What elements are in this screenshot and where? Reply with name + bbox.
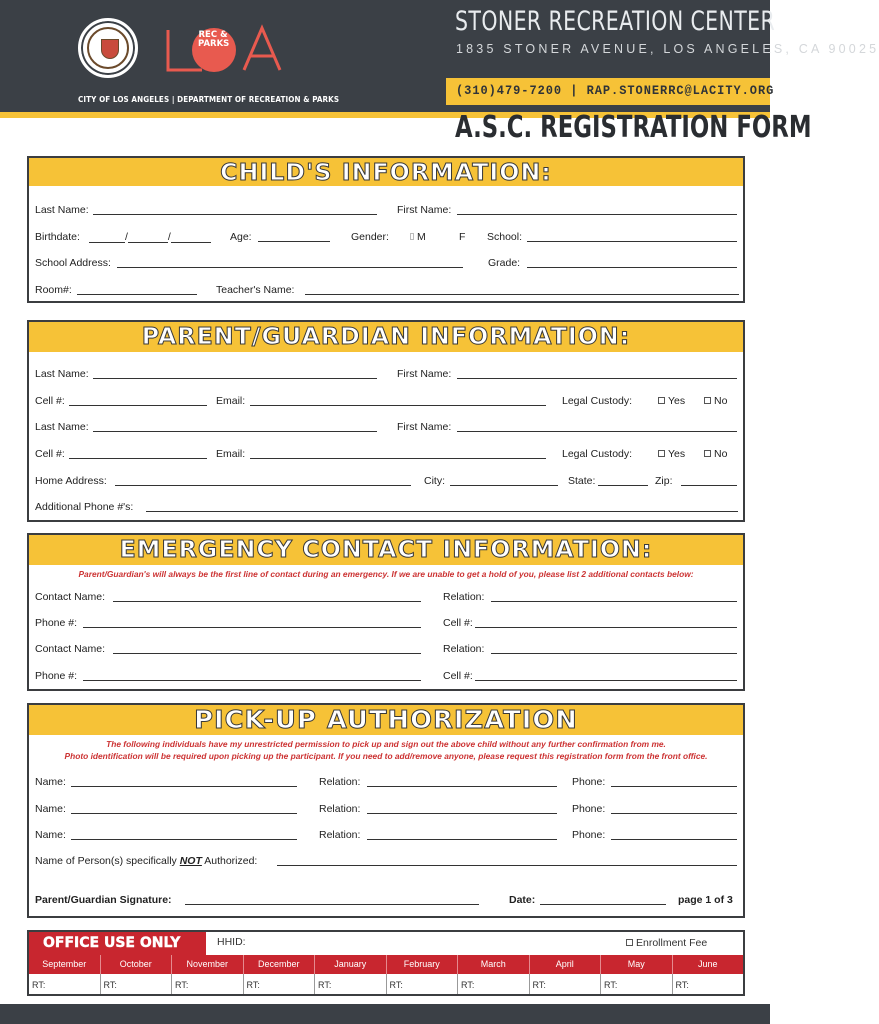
not-authorized-label (35, 855, 257, 867)
home-address-row (35, 475, 737, 489)
contact2-cell-label: Cell #: (443, 670, 473, 682)
rt-december[interactable]: RT: (244, 974, 316, 994)
pickup-note-1: The following individuals have my unrestricted permission to pick up and sign out the above child without any further confirmation from me. (106, 739, 666, 749)
additional-phone-row (35, 501, 737, 515)
contact1-phone-field[interactable] (83, 617, 421, 628)
child-age-label: Age: (230, 231, 252, 243)
emergency-section (27, 533, 745, 691)
pickup-section (27, 703, 745, 918)
gender-m-checkbox[interactable] (410, 233, 414, 240)
office-use-section (27, 930, 745, 996)
child-school-address-row (35, 257, 737, 271)
rt-row (29, 974, 743, 994)
footer-bar (0, 1004, 770, 1024)
pickup2-name-field[interactable] (71, 803, 297, 814)
pickup1-phone-label: Phone: (572, 776, 606, 788)
rt-november[interactable]: RT: (172, 974, 244, 994)
pickup-title: PICK-UP AUTHORIZATION (194, 705, 578, 734)
month-november: November (172, 955, 244, 974)
contact1-relation-label: Relation: (443, 591, 485, 603)
child-age-field[interactable] (258, 231, 330, 242)
parent-info-title: PARENT/GUARDIAN INFORMATION: (141, 324, 631, 350)
month-march: March (458, 955, 530, 974)
parent2-custody-yes-checkbox[interactable] (658, 450, 665, 457)
parent1-first-name-label: First Name: (397, 368, 452, 380)
enrollment-fee-checkbox[interactable] (626, 939, 633, 946)
pickup3-name-field[interactable] (71, 829, 297, 840)
pickup3-relation-field[interactable] (367, 829, 557, 840)
pickup2-phone-label: Phone: (572, 803, 606, 815)
contact2-phone-label: Phone #: (35, 670, 78, 682)
child-room-label: Room#: (35, 284, 72, 296)
pickup3-phone-field[interactable] (611, 829, 737, 840)
hhid-label: HHID: (217, 936, 246, 948)
state-field[interactable] (598, 475, 648, 486)
signature-label: Parent/Guardian Signature: (35, 894, 172, 906)
child-first-name-label: First Name: (397, 204, 452, 216)
gender-m-option[interactable] (410, 231, 426, 243)
parent2-custody-no-label: No (714, 448, 728, 460)
parent2-contact-row (35, 448, 737, 462)
school-address-label: School Address: (35, 257, 111, 269)
contact1-phone-label: Phone #: (35, 617, 78, 629)
rt-september[interactable]: RT: (29, 974, 101, 994)
contact-info (446, 78, 775, 105)
parent1-custody-yes[interactable] (658, 395, 685, 407)
pickup3-row (35, 829, 737, 843)
emergency-header (29, 535, 743, 565)
parent1-custody-no[interactable] (704, 395, 727, 407)
child-info-title: CHILD'S INFORMATION: (220, 160, 552, 186)
emergency-title: EMERGENCY CONTACT INFORMATION: (119, 537, 653, 563)
pickup2-phone-field[interactable] (611, 803, 737, 814)
child-room-row (35, 284, 737, 298)
parent2-custody-yes-label: Yes (668, 448, 686, 460)
enrollment-fee-option[interactable] (626, 937, 707, 949)
child-school-label: School: (487, 231, 523, 243)
pickup-header (29, 705, 743, 735)
home-address-label: Home Address: (35, 475, 107, 487)
city-department-line: CITY OF LOS ANGELES | DEPARTMENT OF RECREATION & PARKS (78, 95, 340, 104)
contact1-relation-field[interactable] (491, 591, 737, 602)
not-authorized-row (35, 855, 737, 869)
parent1-custody-yes-checkbox[interactable] (658, 397, 665, 404)
contact2-cell-field[interactable] (475, 670, 737, 681)
rt-february[interactable]: RT: (387, 974, 459, 994)
contact1-cell-field[interactable] (475, 617, 737, 628)
seal-ring (87, 27, 129, 69)
gender-f-label: F (459, 231, 466, 243)
contact-text: (310)479-7200 | RAP.STONERRC@LACITY.ORG (456, 84, 775, 98)
pickup1-relation-field[interactable] (367, 776, 557, 787)
contact2-phone-field[interactable] (83, 670, 421, 681)
not-authorized-post: Authorized: (204, 855, 258, 867)
child-birth-row (35, 231, 737, 245)
rt-january[interactable]: RT: (315, 974, 387, 994)
emergency1-name-row (35, 591, 737, 605)
month-february: February (387, 955, 459, 974)
emergency2-name-row (35, 643, 737, 657)
city-seal-logo (78, 18, 138, 78)
child-info-section (27, 156, 745, 303)
contact2-name-field[interactable] (113, 643, 421, 654)
rec-parks-badge (198, 31, 228, 49)
contact1-name-field[interactable] (113, 591, 421, 602)
pickup2-relation-label: Relation: (319, 803, 361, 815)
month-june: June (697, 959, 718, 969)
rec-parks-la-logo (162, 20, 286, 80)
rt-june[interactable]: RT: (675, 980, 689, 990)
rt-october[interactable]: RT: (101, 974, 173, 994)
parent2-email-label: Email: (216, 448, 246, 460)
month-september: September (29, 955, 101, 974)
city-label: City: (424, 475, 445, 487)
emergency2-phone-row (35, 670, 737, 684)
rt-march[interactable]: RT: (458, 974, 530, 994)
child-name-row (35, 204, 737, 218)
parent2-name-row (35, 421, 737, 435)
month-december: December (244, 955, 316, 974)
state-label: State: (568, 475, 596, 487)
child-last-name-field[interactable] (93, 204, 377, 215)
month-october: October (101, 955, 173, 974)
parent1-email-field[interactable] (250, 395, 546, 406)
parent2-legal-custody-label: Legal Custody: (562, 448, 633, 460)
teacher-name-field[interactable] (305, 284, 739, 295)
page-number: page 1 of 3 (678, 894, 733, 906)
parent1-last-name-label: Last Name: (35, 368, 89, 380)
child-school-field[interactable] (527, 231, 737, 242)
seal-shield-icon (101, 39, 119, 59)
emergency1-phone-row (35, 617, 737, 631)
signature-field[interactable] (185, 894, 479, 905)
center-name: STONER RECREATION CENTER (455, 6, 776, 37)
birthdate-slash-1: / (125, 231, 128, 243)
rec-parks-line-2: PARKS (198, 39, 230, 49)
child-gender-label: Gender: (351, 231, 389, 243)
not-word: NOT (179, 855, 202, 867)
months-header (29, 955, 743, 974)
parent1-legal-custody-label: Legal Custody: (562, 395, 633, 407)
contact1-name-label: Contact Name: (35, 591, 106, 603)
center-address: 1835 STONER AVENUE, LOS ANGELES, CA 90025 (456, 42, 879, 56)
parent1-cell-field[interactable] (69, 395, 207, 406)
parent1-name-row (35, 368, 737, 382)
month-april: April (530, 955, 602, 974)
child-grade-field[interactable] (527, 257, 737, 268)
parent1-custody-yes-label: Yes (668, 395, 686, 407)
parent1-last-name-field[interactable] (93, 368, 377, 379)
child-grade-label: Grade: (488, 257, 521, 269)
month-may: May (601, 955, 673, 974)
parent1-custody-no-checkbox[interactable] (704, 397, 711, 404)
child-first-name-field[interactable] (457, 204, 737, 215)
parent2-cell-label: Cell #: (35, 448, 65, 460)
pickup3-name-label: Name: (35, 829, 66, 841)
rt-april[interactable]: RT: (530, 974, 602, 994)
pickup1-name-label: Name: (35, 776, 66, 788)
rt-may[interactable]: RT: (601, 974, 673, 994)
pickup-note-2: Photo identification will be required upon picking up the participant. If you need to add/remove anyone, please request this registration form from the front office. (64, 751, 708, 761)
contact2-relation-label: Relation: (443, 643, 485, 655)
pickup2-row (35, 803, 737, 817)
parent1-cell-label: Cell #: (35, 395, 65, 407)
parent2-custody-no-checkbox[interactable] (704, 450, 711, 457)
pickup3-phone-label: Phone: (572, 829, 606, 841)
pickup1-phone-field[interactable] (611, 776, 737, 787)
parent1-contact-row (35, 395, 737, 409)
not-authorized-pre: Name of Person(s) specifically (35, 855, 177, 867)
enrollment-fee-label: Enrollment Fee (636, 937, 708, 949)
parent2-custody-yes[interactable] (658, 448, 685, 460)
child-last-name-label: Last Name: (35, 204, 89, 216)
not-authorized-field[interactable] (277, 855, 737, 866)
office-use-label: OFFICE USE ONLY (29, 932, 206, 955)
child-birthdate-label: Birthdate: (35, 231, 80, 243)
date-label: Date: (509, 894, 536, 906)
zip-field[interactable] (681, 475, 737, 486)
parent-info-section (27, 320, 745, 522)
parent1-email-label: Email: (216, 395, 246, 407)
parent2-custody-no[interactable] (704, 448, 727, 460)
pickup3-relation-label: Relation: (319, 829, 361, 841)
form-title: A.S.C. REGISTRATION FORM (455, 110, 812, 145)
gender-m-label: M (417, 231, 426, 243)
parent2-last-name-label: Last Name: (35, 421, 89, 433)
child-birthdate-field[interactable] (89, 231, 211, 243)
child-room-field[interactable] (77, 284, 197, 295)
school-address-field[interactable] (117, 257, 463, 268)
parent1-first-name-field[interactable] (457, 368, 737, 379)
additional-phone-field[interactable] (146, 501, 738, 512)
contact1-cell-label: Cell #: (443, 617, 473, 629)
teacher-name-label: Teacher's Name: (216, 284, 295, 296)
signature-row (35, 894, 737, 908)
page-header (0, 0, 879, 112)
gender-f-option[interactable] (459, 231, 465, 243)
emergency-note: Parent/Guardian's will always be the first line of contact during an emergency. If we are unable to get a hold of you, please list 2 additional contacts below: (78, 569, 694, 579)
parent2-first-name-label: First Name: (397, 421, 452, 433)
birthdate-slash-2: / (167, 231, 171, 243)
parent-info-header (29, 322, 743, 352)
pickup1-name-field[interactable] (71, 776, 297, 787)
child-info-header (29, 158, 743, 186)
rec-parks-line-1: REC & (198, 30, 228, 40)
pickup1-row (35, 776, 737, 790)
contact2-relation-field[interactable] (491, 643, 737, 654)
parent2-last-name-field[interactable] (93, 421, 377, 432)
city-field[interactable] (450, 475, 558, 486)
parent2-email-field[interactable] (250, 448, 546, 459)
date-field[interactable] (540, 894, 666, 905)
parent1-custody-no-label: No (714, 395, 728, 407)
pickup2-relation-field[interactable] (367, 803, 557, 814)
parent2-first-name-field[interactable] (457, 421, 737, 432)
contact2-name-label: Contact Name: (35, 643, 106, 655)
parent2-cell-field[interactable] (69, 448, 207, 459)
month-january: January (315, 955, 387, 974)
pickup2-name-label: Name: (35, 803, 66, 815)
additional-phone-label: Additional Phone #'s: (35, 501, 134, 513)
zip-label: Zip: (655, 475, 673, 487)
home-address-field[interactable] (115, 475, 411, 486)
pickup1-relation-label: Relation: (319, 776, 361, 788)
